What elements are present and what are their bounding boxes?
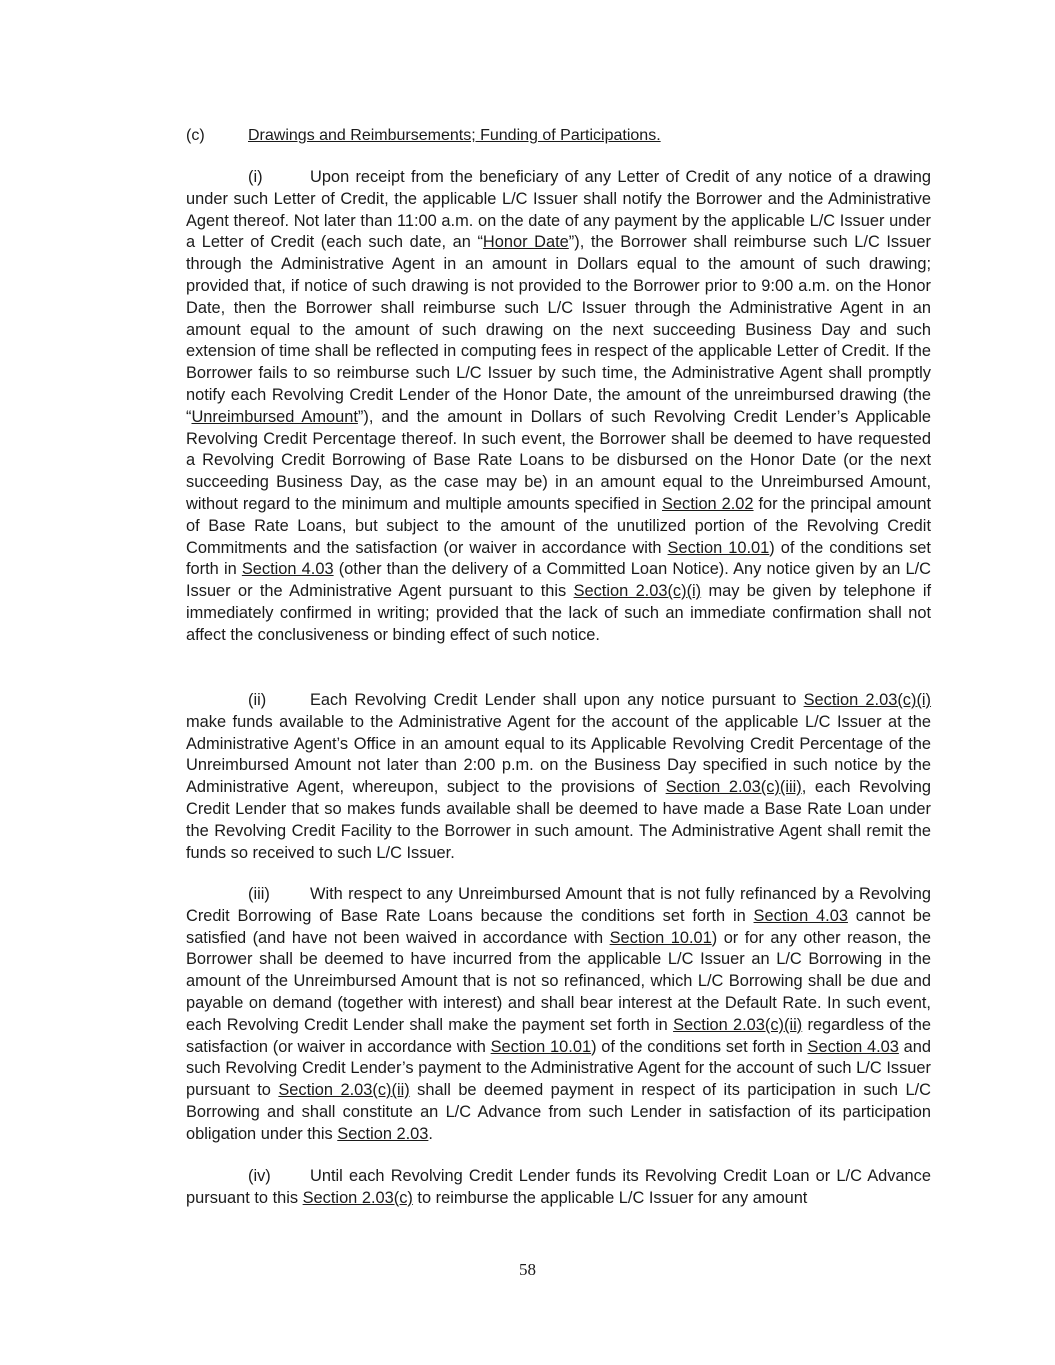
cross-reference: Section 4.03 <box>807 1037 899 1056</box>
paragraph-text: make funds available to the Administrative Agent for the account of the applicable L/C Issuer at the Administrative Agent’s Office in an amount equal to its Applicable Revolving Credit Percentage of the Unreimbursed Amount not later than 2:00 p.m. on the Business Day specified in such notice by the Administrative Agent, whereupon, subject to the provisions of <box>186 712 931 797</box>
paragraph-text: Upon receipt from the beneficiary of any Letter of Credit of any notice of a drawing under such Letter of Credit, the applicable L/C Issuer shall notify the Borrower and the Administrative Agent thereof. Not later than 11:00 a.m. on the date of any payment by the applicable L/C Issuer under a Letter of Credit (each such date, an “ <box>186 168 931 252</box>
cross-reference: Section 4.03 <box>753 906 848 925</box>
paragraph-text: ”), the Borrower shall reimburse such L/C Issuer through the Administrative Agent in an amount in Dollars equal to the amount of such drawing; provided that, if notice of such drawing is not provided to the Borrower prior to 9:00 a.m. on the Honor Date, then the Borrower shall reimburse such L/C Issuer through the Administrative Agent in an amount equal to the amount of such drawing on the next succeeding Business Day and such extension of time shall be reflected in computing fees in respect of the applicable Letter of Credit. If the Borrower fails to so reimburse such L/C Issuer by such time, the Administrative Agent shall promptly notify each Revolving Credit Lender of the Honor Date, the amount of the unreimbursed drawing (the “ <box>186 233 931 426</box>
cross-reference: Section 10.01 <box>609 928 712 947</box>
cross-reference: Section 10.01 <box>490 1037 592 1056</box>
paragraph-text: and such Revolving Credit Lender’s payment to the Administrative Agent for the account of such L/C Issuer pursuant to <box>186 1037 932 1100</box>
paragraph-iii <box>186 884 931 1146</box>
cross-reference: Section 2.02 <box>662 494 754 513</box>
paragraph-text: With respect to any Unreimbursed Amount that is not fully refinanced by a Revolving Credit Borrowing of Base Rate Loans because the conditions set forth in <box>186 885 931 925</box>
section-heading <box>186 126 661 146</box>
paragraph-text: ) of the conditions set forth in <box>591 1037 808 1056</box>
paragraph-text: , each Revolving Credit Lender that so makes funds available shall be deemed to have made a Base Rate Loan under the Revolving Credit Facility to the Borrower in such amount. The Administrative Agent shall remit the funds so received to such L/C Issuer. <box>186 778 931 862</box>
paragraph-text: ) or for any other reason, the Borrower shall be deemed to have incurred from the applicable L/C Issuer an L/C Borrowing in the amount of the Unreimbursed Amount that is not so refinanced, which L/C Borrowing shall be due and payable on demand (together with interest) and shall bear interest at the Default Rate. In such event, each Revolving Credit Lender shall make the payment set forth in <box>186 928 931 1034</box>
paragraph-text: (other than the delivery of a Committed Loan Notice). Any notice given by an L/C Issuer or the Administrative Agent pursuant to this <box>186 560 932 601</box>
paragraph-iv <box>186 1166 931 1210</box>
paragraph-label: (ii) <box>248 691 267 709</box>
cross-reference: Unreimbursed Amount <box>191 407 358 426</box>
paragraph-text: Each Revolving Credit Lender shall upon any notice pursuant to <box>310 691 804 709</box>
paragraph-text: regardless of the satisfaction (or waiver in accordance with <box>186 1015 931 1056</box>
paragraph-text: ) of the conditions set forth in <box>186 538 931 579</box>
paragraph-text: . <box>428 1124 433 1143</box>
paragraph-text: ”), and the amount in Dollars of such Revolving Credit Lender’s Applicable Revolving Credit Percentage thereof. In such event, the Borrower shall be deemed to have requested a Revolving Credit Borrowing of Base Rate Loans to be disbursed on the Honor Date (or the next succeeding Business Day, as the case may be) in an amount equal to the Unreimbursed Amount, without regard to the minimum and multiple amounts specified in <box>186 407 932 513</box>
paragraph-ii <box>186 690 931 864</box>
paragraph-label: (iv) <box>248 1167 271 1185</box>
paragraph-label: (iii) <box>248 885 270 903</box>
cross-reference: Honor Date <box>482 233 569 252</box>
cross-reference: Section 4.03 <box>241 560 334 579</box>
paragraph-label: (i) <box>248 168 263 186</box>
paragraph-text: to reimburse the applicable L/C Issuer for any amount <box>412 1188 808 1207</box>
cross-reference: Section 2.03 <box>337 1124 429 1143</box>
paragraph-text: for the principal amount of Base Rate Loans, but subject to the amount of the unutilized portion of the Revolving Credit Commitments and the satisfaction (or waiver in accordance with <box>186 494 932 557</box>
cross-reference: Section 2.03(c)(i) <box>803 691 932 709</box>
cross-reference: Section 2.03(c) <box>302 1188 413 1207</box>
page-number: 58 <box>519 1260 536 1279</box>
cross-reference: Section 2.03(c)(ii) <box>278 1081 410 1100</box>
cross-reference: Section 2.03(c)(i) <box>573 582 702 601</box>
section-number: (c) <box>186 127 205 144</box>
cross-reference: Section 2.03(c)(iii) <box>665 778 802 797</box>
paragraph-i <box>186 167 931 647</box>
cross-reference: Section 10.01 <box>667 538 770 557</box>
cross-reference: Section 2.03(c)(ii) <box>673 1015 803 1034</box>
paragraph-text: may be given by telephone if immediately confirmed in writing; provided that the lack of such an immediate confirmation shall not affect the conclusiveness or binding effect of such notice. <box>186 582 932 644</box>
paragraph-text: shall be deemed payment in respect of its participation in such L/C Borrowing and shall constitute an L/C Advance from such Lender in satisfaction of its participation obligation under this <box>186 1081 931 1143</box>
paragraph-text: cannot be satisfied (and have not been waived in accordance with <box>186 906 932 947</box>
section-title: Drawings and Reimbursements; Funding of Participations. <box>248 127 661 144</box>
paragraph-text: Until each Revolving Credit Lender funds its Revolving Credit Loan or L/C Advance pursuant to this <box>186 1167 931 1207</box>
